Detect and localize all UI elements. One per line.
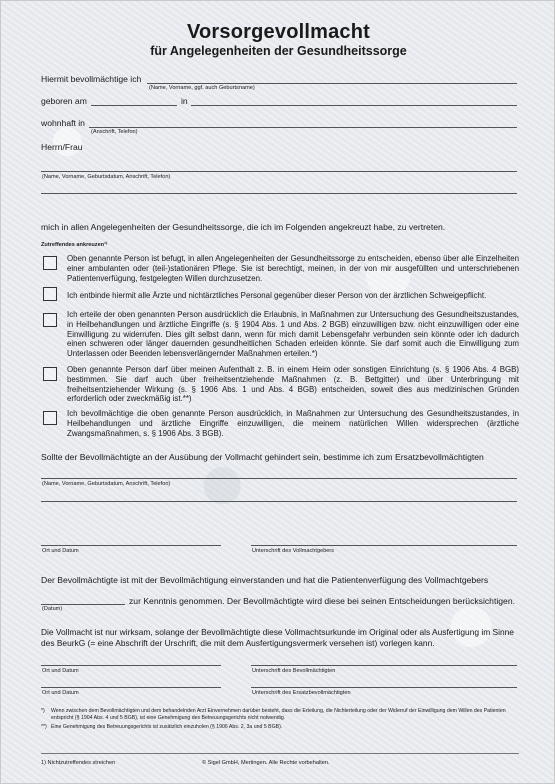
input-line-ort-datum-2[interactable]	[41, 665, 221, 666]
input-line-ersatz[interactable]	[41, 478, 517, 479]
input-line-signature-agent[interactable]	[251, 665, 517, 666]
input-line-birthdate[interactable]	[91, 105, 177, 106]
input-line-signature-substitute[interactable]	[251, 687, 517, 688]
label-herrn-frau: Herrn/Frau	[41, 142, 83, 152]
text-ersatz: Sollte der Bevollmächtigte an der Ausübung der Vollmacht gehindert sein, bestimme ich zum Ersatzbevollmächtigten	[41, 452, 484, 462]
option-3-text: Ich erteile der oben genannten Person ausdrücklich die Erlaubnis, in Maßnahmen zur Untersuchung des Gesundheitszustandes, in Heilbehandlungen und ärztliche Eingriffe (s. § 1904 Abs. 1 und Abs. 2 BGB) einzuwilligen bzw. nicht einzuwilligen oder eine Einwilligung zu widerrufen. Dies gilt selbst dann, wenn für mich damit Lebensgefahr verbunden sein könnte oder ich dadurch einen schweren oder länger dauernden gesundheitlichen Schaden erleiden könnte. Sie darf somit auch die Einwilligung zum Unterlassen oder Beenden lebensverlängernder Maßnahmen erteilen.*)	[67, 310, 519, 359]
label-ort-datum-1: Ort und Datum	[42, 548, 79, 554]
option-2-text: Ich entbinde hiermit alle Ärzte und nichtärztliches Personal gegenüber dieser Person von der ärztlichen Schweigepflicht.	[67, 291, 487, 300]
checkbox-option-1[interactable]	[43, 256, 57, 270]
hint-ersatz: (Name, Vorname, Geburtsdatum, Anschrift, Telefon)	[42, 481, 171, 487]
checkbox-option-3[interactable]	[43, 313, 57, 327]
input-line-ort-datum-1[interactable]	[41, 545, 221, 546]
input-line-address[interactable]	[89, 127, 517, 128]
hint-name: (Name, Vorname, ggf. auch Geburtsname)	[149, 85, 255, 91]
input-line-person-2[interactable]	[41, 193, 517, 194]
input-line-name[interactable]	[147, 83, 517, 84]
option-4-text: Oben genannte Person darf über meinen Aufenthalt z. B. in einem Heim oder sonstigen Einrichtung (s. § 1906 Abs. 4 BGB) bestimmen. Sie darf auch über freiheitsentziehende Maßnahmen (z. B. Bettgitter) und über Unterbringung mit freiheitsentziehender Wirkung (s. § 1906 Abs. 1 und Abs. 4 BGB) entscheiden, soweit dies aus medizinischen Gründen erforderlich oder zweckmäßig ist.**)	[67, 365, 519, 404]
label-zutreffendes: Zutreffendes ankreuzen¹⁾	[41, 242, 108, 248]
label-signature-giver: Unterschrift des Vollmachtgebers	[252, 548, 335, 554]
input-line-birthplace[interactable]	[191, 105, 517, 106]
label-signature-agent: Unterschrift des Bevollmächtigten	[252, 668, 336, 674]
input-line-ort-datum-3[interactable]	[41, 687, 221, 688]
text-einverstanden: Der Bevollmächtigte ist mit der Bevollmächtigung einverstanden und hat die Patientenverfügung des Vollmachtgebers	[41, 575, 489, 585]
footnote-double-star-mark: **)	[41, 724, 47, 730]
label-in: in	[181, 96, 188, 106]
option-5-text: Ich bevollmächtige die oben genannte Person ausdrücklich, in Maßnahmen zur Untersuchung des Gesundheitszustandes, in Heilbehandlungen und ärztliche Eingriffe einzuwilligen, die meinem natürlichen Willen widersprechen (ärztliche Zwangsmaßnahmen, s. § 1906 Abs. 3 BGB).	[67, 409, 519, 438]
label-ort-datum-2: Ort und Datum	[42, 668, 79, 674]
checkbox-option-4[interactable]	[43, 367, 57, 381]
text-kenntnis: zur Kenntnis genommen. Der Bevollmächtigte wird diese bei seinen Entscheidungen berücksichtigen.	[129, 596, 515, 606]
copyright: © Sigel GmbH, Mertingen. Alle Rechte vorbehalten.	[202, 760, 330, 766]
label-signature-substitute: Unterschrift des Ersatzbevollmächtigten	[252, 690, 351, 696]
input-line-ersatz-2[interactable]	[41, 501, 517, 502]
label-wohnhaft: wohnhaft in	[41, 118, 85, 128]
hint-person: (Name, Vorname, Geburtsdatum, Anschrift, Telefon)	[42, 174, 171, 180]
footer-divider	[41, 753, 519, 754]
label-datum: (Datum)	[42, 606, 63, 612]
footnote-double-star: Eine Genehmigung des Betreuungsgerichts ist zusätzlich einzuholen (§ 1906 Abs. 2, 3a und 5 BGB).	[51, 724, 283, 730]
hint-address: (Anschrift, Telefon)	[91, 129, 138, 135]
label-ort-datum-3: Ort und Datum	[42, 690, 79, 696]
footnote-star: Wenn zwischen dem Bevollmächtigten und dem behandelnden Arzt Einvernehmen darüber besteht, dass die Erteilung, die Nichterteilung oder der Widerruf der Einwilligung dem Willen des Patienten entspricht (§ 1904 Abs. 4 und 5 BGB), ist eine Genehmigung des Betreuungsgerichts nicht notwendig.	[51, 708, 506, 722]
page-title: Vorsorgevollmacht	[186, 21, 371, 43]
footnote-star-mark: *)	[41, 708, 45, 714]
text-mich: mich in allen Angelegenheiten der Gesundheitssorge, die ich im Folgenden angekreuzt habe, zu vertreten.	[41, 222, 446, 232]
page-subtitle: für Angelegenheiten der Gesundheitssorge	[150, 44, 407, 58]
input-line-datum[interactable]	[41, 604, 125, 605]
label-hiermit: Hiermit bevollmächtige ich	[41, 74, 142, 84]
label-geboren: geboren am	[41, 96, 87, 106]
checkbox-option-5[interactable]	[43, 411, 57, 425]
text-wirksam: Die Vollmacht ist nur wirksam, solange der Bevollmächtigte diese Vollmachtsurkunde im Original oder als Ausfertigung im Sinne des BeurkG (= eine Abschrift der Urschrift, die mit dem Ausfertigungsvermerk versehen ist) vorlegen kann.	[41, 627, 514, 648]
input-line-signature-giver[interactable]	[251, 545, 517, 546]
option-1-text: Oben genannte Person ist befugt, in allen Angelegenheiten der Gesundheitssorge zu entscheiden, ebenso über alle Einzelheiten einer ambulanten oder (teil-)stationären Pflege. Sie ist berechtigt, meinen, in der von mir ausgefüllten und unterschriebenen Patientenverfügung, festgelegten Willen durchzusetzen.	[67, 254, 519, 283]
checkbox-option-2[interactable]	[43, 287, 57, 301]
input-line-person[interactable]	[41, 171, 517, 172]
footnote-1: 1) Nichtzutreffendes streichen	[41, 760, 116, 766]
